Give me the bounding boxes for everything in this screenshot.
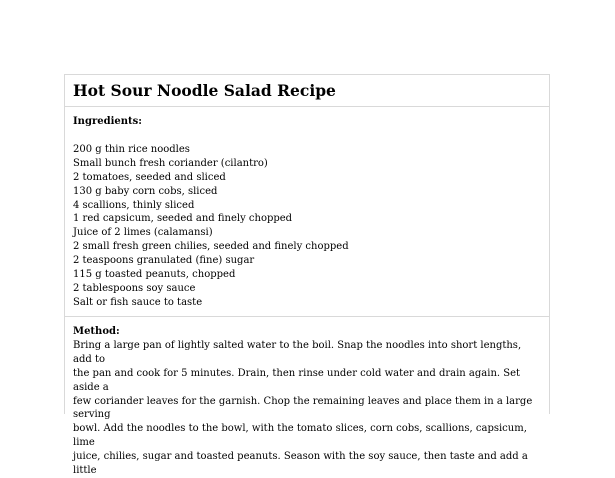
ingredient-item: 2 teaspoons granulated (fine) sugar — [73, 255, 255, 267]
ingredient-item: 130 g baby corn cobs, sliced — [73, 185, 218, 197]
ingredient-item: 200 g thin rice noodles — [73, 143, 190, 155]
method-section — [65, 317, 549, 478]
ingredient-item: 1 red capsicum, seeded and finely chopped — [73, 213, 293, 225]
method-text: Bring a large pan of lightly salted water to the boil. Snap the noodles into short lengths, add to the pan and cook for 5 minutes. Drain, then rinse under cold water and drain again. Set aside a few coriander leaves for the garnish. Chop the remaining leaves and place them in a large serving bowl. Add the noodles to the bowl, with the tomato slices, corn cobs, scallions, capsicum, lime juice, chilies, sugar and toasted peanuts. Season with the soy sauce, then taste and add a little — [73, 339, 533, 477]
ingredients-list — [73, 143, 541, 310]
recipe-title: Hot Sour Noodle Salad Recipe — [73, 81, 336, 100]
ingredient-item: 2 tablespoons soy sauce — [73, 282, 196, 294]
recipe-card — [64, 74, 550, 477]
method-heading: Method: — [73, 326, 120, 337]
ingredient-item: Salt or fish sauce to taste — [73, 296, 203, 308]
ingredients-section — [65, 107, 549, 317]
ingredients-heading: Ingredients: — [73, 116, 142, 127]
title-row — [65, 75, 549, 107]
ingredient-item: 2 small fresh green chilies, seeded and finely chopped — [73, 241, 349, 253]
ingredient-item: 4 scallions, thinly sliced — [73, 199, 195, 211]
ingredient-item: Juice of 2 limes (calamansi) — [73, 227, 213, 239]
ingredient-item: Small bunch fresh coriander (cilantro) — [73, 157, 268, 169]
ingredient-item: 115 g toasted peanuts, chopped — [73, 269, 236, 281]
ingredient-item: 2 tomatoes, seeded and sliced — [73, 171, 226, 183]
